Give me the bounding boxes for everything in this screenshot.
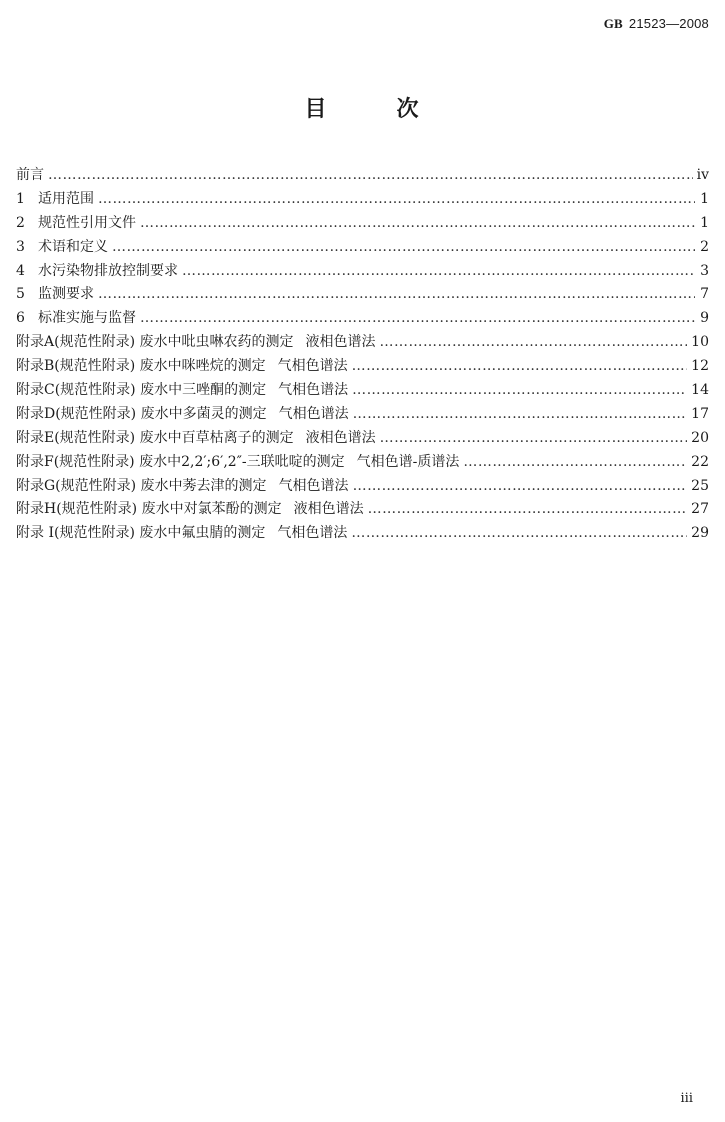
toc-entry-page: 25 xyxy=(691,477,709,494)
page-title xyxy=(0,92,725,123)
toc-entry-page: 29 xyxy=(691,525,709,542)
toc-leader-dots xyxy=(380,430,688,446)
toc-entry-title: 附录F(规范性附录) 废水中2,2′;6′,2″-三联吡啶的测定 xyxy=(16,453,345,470)
toc-entry-method: 气相色谱法 xyxy=(277,358,348,375)
toc-leader-dots xyxy=(353,478,688,494)
toc-entry-title: 监测要求 xyxy=(38,286,94,303)
toc-entry-label xyxy=(38,188,94,208)
toc-entry[interactable] xyxy=(16,498,709,522)
toc-entry-title: 术语和定义 xyxy=(38,238,108,255)
toc-leader-dots xyxy=(112,239,695,255)
toc-entry-method: 液相色谱法 xyxy=(305,334,376,351)
toc-entry-page: 20 xyxy=(691,429,709,446)
toc-entry-title: 附录A(规范性附录) 废水中吡虫啉农药的测定 xyxy=(16,334,294,351)
toc-entry-title: 附录 I(规范性附录) 废水中氟虫腈的测定 xyxy=(16,525,266,542)
toc-entry-method: 液相色谱法 xyxy=(293,501,364,518)
toc-entry-method: 气相色谱法 xyxy=(278,477,349,494)
toc-entry-label xyxy=(16,164,44,184)
toc-entry-label xyxy=(16,331,375,351)
toc-entry-label xyxy=(38,236,108,256)
title-char-2: 次 xyxy=(396,96,421,122)
toc-entry-label xyxy=(16,498,364,518)
toc-entry-title: 附录C(规范性附录) 废水中三唑酮的测定 xyxy=(16,382,267,399)
toc-entry-label xyxy=(38,260,178,280)
toc-entry[interactable] xyxy=(16,379,709,403)
toc-entry[interactable] xyxy=(16,236,709,260)
toc-entry-page: 10 xyxy=(691,334,709,351)
toc-entry[interactable] xyxy=(16,522,709,546)
toc-entry[interactable] xyxy=(16,451,709,475)
toc-entry-label xyxy=(16,475,349,495)
toc-entry[interactable] xyxy=(16,307,709,331)
toc-entry-title: 适用范围 xyxy=(38,190,94,207)
toc-entry-label xyxy=(16,355,348,375)
toc-leader-dots xyxy=(140,310,695,326)
toc-entry-page: 9 xyxy=(700,310,709,327)
toc-leader-dots xyxy=(352,382,687,398)
toc-entry-title: 规范性引用文件 xyxy=(38,214,136,231)
toc-leader-dots xyxy=(368,501,688,517)
toc-leader-dots xyxy=(353,406,688,422)
toc-entry-page: 14 xyxy=(691,382,709,399)
toc-entry-title: 附录H(规范性附录) 废水中对氯苯酚的测定 xyxy=(16,501,282,518)
toc-entry-title: 附录D(规范性附录) 废水中多菌灵的测定 xyxy=(16,405,267,422)
page-number: ⅲ xyxy=(680,1091,693,1106)
toc-leader-dots xyxy=(182,263,695,279)
toc-entry-page: 2 xyxy=(700,238,709,255)
standard-number: 21523—2008 xyxy=(628,16,709,31)
toc-entry-label xyxy=(16,451,459,471)
toc-entry-page: 7 xyxy=(700,286,709,303)
toc-leader-dots xyxy=(463,454,687,470)
toc-entry-title: 附录E(规范性附录) 废水中百草枯离子的测定 xyxy=(16,429,294,446)
toc-entry-page: 1 xyxy=(700,214,709,231)
toc-entry-title: 前言 xyxy=(16,167,44,183)
toc-leader-dots xyxy=(351,525,687,541)
toc-entry[interactable] xyxy=(16,475,709,499)
toc-entry-title: 水污染物排放控制要求 xyxy=(38,262,178,279)
toc-entry[interactable] xyxy=(16,164,709,188)
toc-entry[interactable] xyxy=(16,331,709,355)
toc-entry[interactable] xyxy=(16,188,709,212)
toc-leader-dots xyxy=(98,286,695,302)
toc-leader-dots xyxy=(352,358,688,374)
toc-entry-label xyxy=(38,283,94,303)
toc-entry[interactable] xyxy=(16,427,709,451)
toc-entry[interactable] xyxy=(16,403,709,427)
toc-entry-label xyxy=(38,307,136,327)
toc-entry-label xyxy=(16,379,348,399)
toc-entry-number: 5 xyxy=(16,286,25,303)
table-of-contents xyxy=(16,164,709,546)
toc-entry[interactable] xyxy=(16,260,709,284)
toc-entry-number: 6 xyxy=(16,310,25,327)
toc-entry-page: 17 xyxy=(691,405,709,422)
toc-entry-page: 3 xyxy=(700,262,709,279)
toc-entry-title: 附录G(规范性附录) 废水中莠去津的测定 xyxy=(16,477,267,494)
toc-entry-method: 气相色谱法 xyxy=(278,382,349,399)
standard-header xyxy=(604,16,709,32)
toc-leader-dots xyxy=(48,167,693,183)
toc-entry-page: 27 xyxy=(691,501,709,518)
toc-entry-label xyxy=(38,212,136,232)
toc-entry-method: 气相色谱法 xyxy=(278,405,349,422)
toc-entry-title: 附录B(规范性附录) 废水中咪唑烷的测定 xyxy=(16,358,266,375)
toc-entry[interactable] xyxy=(16,283,709,307)
toc-entry-method: 液相色谱法 xyxy=(305,429,376,446)
toc-entry-number: 3 xyxy=(16,238,25,255)
toc-leader-dots xyxy=(98,191,695,207)
toc-entry[interactable] xyxy=(16,212,709,236)
toc-entry-page: ⅳ xyxy=(696,167,709,183)
standard-code: GB xyxy=(603,16,623,31)
toc-entry-label xyxy=(16,403,349,423)
toc-entry-label xyxy=(16,427,376,447)
toc-entry-number: 2 xyxy=(16,214,25,231)
toc-entry-page: 22 xyxy=(691,453,709,470)
toc-entry-number: 1 xyxy=(16,190,25,207)
toc-entry-page: 1 xyxy=(700,190,709,207)
toc-entry[interactable] xyxy=(16,355,709,379)
toc-entry-method: 气相色谱法 xyxy=(277,525,348,542)
toc-entry-label xyxy=(16,522,347,542)
toc-entry-number: 4 xyxy=(16,262,25,279)
toc-leader-dots xyxy=(379,334,687,350)
toc-entry-method: 气相色谱-质谱法 xyxy=(356,453,460,470)
toc-entry-page: 12 xyxy=(691,358,709,375)
toc-entry-title: 标准实施与监督 xyxy=(38,310,136,327)
toc-leader-dots xyxy=(140,215,695,231)
title-char-1: 目 xyxy=(304,96,329,122)
